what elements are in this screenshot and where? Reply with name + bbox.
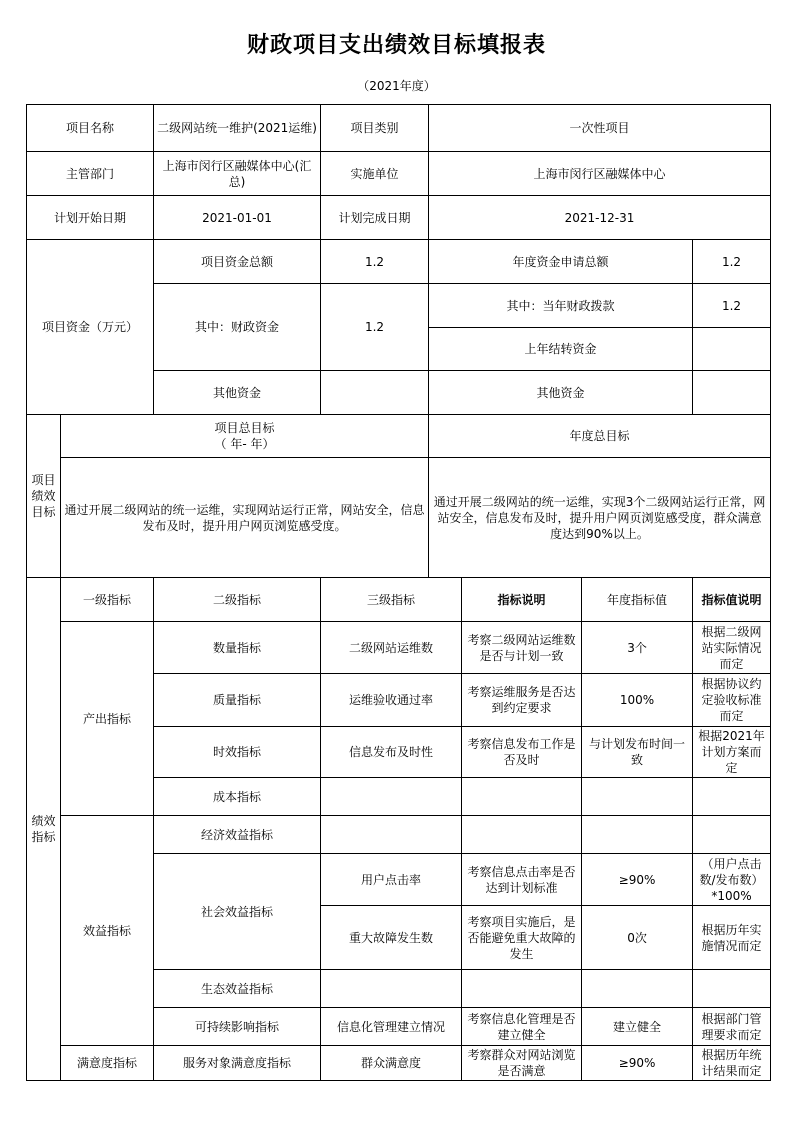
level3-cell (321, 778, 462, 816)
end-date-value: 2021-12-31 (429, 196, 771, 240)
department-label: 主管部门 (27, 152, 154, 196)
effect-indicator-label: 效益指标 (61, 816, 154, 1046)
schedule-row (27, 196, 771, 240)
implementing-unit-label: 实施单位 (321, 152, 429, 196)
annual-value-cell: ≥90% (582, 1046, 693, 1081)
funds-total-label: 项目资金总额 (154, 240, 321, 284)
other-funds-value (321, 371, 429, 415)
level2-cell: 质量指标 (154, 674, 321, 727)
table-row (27, 622, 771, 674)
annual-value-cell: 与计划发布时间一致 (582, 727, 693, 778)
value-note-cell (693, 970, 771, 1008)
start-date-value: 2021-01-01 (154, 196, 321, 240)
project-name-row (27, 105, 771, 152)
current-fiscal-label: 其中：当年财政拨款 (429, 284, 693, 328)
value-note-cell: 根据2021年计划方案而定 (693, 727, 771, 778)
level2-cell: 服务对象满意度指标 (154, 1046, 321, 1081)
description-cell: 考察运维服务是否达到约定要求 (462, 674, 582, 727)
funds-total-value: 1.2 (321, 240, 429, 284)
department-row (27, 152, 771, 196)
level3-cell (321, 816, 462, 854)
other-funds-label: 其他资金 (154, 371, 321, 415)
header-level1: 一级指标 (61, 578, 154, 622)
description-cell: 考察群众对网站浏览是否满意 (462, 1046, 582, 1081)
description-cell (462, 970, 582, 1008)
annual-value-cell: 建立健全 (582, 1008, 693, 1046)
overall-goal-header (61, 415, 429, 458)
start-date-label: 计划开始日期 (27, 196, 154, 240)
description-cell (462, 778, 582, 816)
value-note-cell: 根据二级网站实际情况而定 (693, 622, 771, 674)
overall-goal-text: 通过开展二级网站的统一运维，实现网站运行正常，网站安全，信息发布及时，提升用户网页浏览感受度。 (61, 458, 429, 578)
funds-total-row (27, 240, 771, 284)
value-note-cell: （用户点击数/发布数）*100% (693, 854, 771, 906)
goals-content-row (27, 458, 771, 578)
level2-cell: 时效指标 (154, 727, 321, 778)
overall-goal-period: （ 年- 年） (214, 437, 275, 451)
value-note-cell: 根据协议约定验收标准而定 (693, 674, 771, 727)
other-funds-value-right (693, 371, 771, 415)
level2-cell: 成本指标 (154, 778, 321, 816)
level3-cell: 用户点击率 (321, 854, 462, 906)
level2-cell: 经济效益指标 (154, 816, 321, 854)
value-note-cell: 根据部门管理要求而定 (693, 1008, 771, 1046)
annual-value-cell: 3个 (582, 622, 693, 674)
output-indicator-label: 产出指标 (61, 622, 154, 816)
indicator-header-row (27, 578, 771, 622)
annual-value-cell: 100% (582, 674, 693, 727)
end-date-label: 计划完成日期 (321, 196, 429, 240)
value-note-cell (693, 778, 771, 816)
value-note-cell: 根据历年实施情况而定 (693, 906, 771, 970)
table-row (27, 816, 771, 854)
implementing-unit-value: 上海市闵行区融媒体中心 (429, 152, 771, 196)
goals-section-label: 项目绩效目标 (27, 415, 61, 578)
value-note-cell: 根据历年统计结果而定 (693, 1046, 771, 1081)
project-category-label: 项目类别 (321, 105, 429, 152)
page-title: 财政项目支出绩效目标填报表 (246, 33, 546, 58)
other-funds-label-right: 其他资金 (429, 371, 693, 415)
header-level3: 三级指标 (321, 578, 462, 622)
indicators-section-label: 绩效指标 (27, 578, 61, 1081)
table-row (27, 1046, 771, 1081)
page-subtitle: （2021年度） (357, 79, 436, 93)
level3-cell: 群众满意度 (321, 1046, 462, 1081)
level3-cell: 信息发布及时性 (321, 727, 462, 778)
description-cell (462, 816, 582, 854)
annual-value-cell: ≥90% (582, 854, 693, 906)
project-name-value: 二级网站统一维护(2021运维) (154, 105, 321, 152)
annual-value-cell (582, 778, 693, 816)
annual-goal-label: 年度总目标 (429, 415, 771, 458)
current-fiscal-value: 1.2 (693, 284, 771, 328)
header-level2: 二级指标 (154, 578, 321, 622)
header-annual-value: 年度指标值 (582, 578, 693, 622)
level3-cell (321, 970, 462, 1008)
annual-value-cell (582, 970, 693, 1008)
level2-cell: 数量指标 (154, 622, 321, 674)
performance-goal-table (26, 104, 771, 1081)
value-note-cell (693, 816, 771, 854)
overall-goal-label: 项目总目标 (214, 421, 275, 435)
annual-value-cell: 0次 (582, 906, 693, 970)
annual-total-label: 年度资金申请总额 (429, 240, 693, 284)
annual-total-value: 1.2 (693, 240, 771, 284)
level2-cell: 可持续影响指标 (154, 1008, 321, 1046)
level2-cell: 社会效益指标 (154, 854, 321, 970)
project-category-value: 一次性项目 (429, 105, 771, 152)
fiscal-funds-value: 1.2 (321, 284, 429, 371)
project-name-label: 项目名称 (27, 105, 154, 152)
description-cell: 考察项目实施后，是否能避免重大故障的发生 (462, 906, 582, 970)
annual-value-cell (582, 816, 693, 854)
description-cell: 考察信息化管理是否建立健全 (462, 1008, 582, 1046)
annual-goal-text: 通过开展二级网站的统一运维，实现3个二级网站运行正常，网站安全，信息发布及时，提升用户网页浏览感受度，群众满意度达到90%以上。 (429, 458, 771, 578)
goals-header-row (27, 415, 771, 458)
level2-cell: 生态效益指标 (154, 970, 321, 1008)
description-cell: 考察二级网站运维数是否与计划一致 (462, 622, 582, 674)
funds-section-label: 项目资金（万元） (27, 240, 154, 415)
level3-cell: 信息化管理建立情况 (321, 1008, 462, 1046)
level3-cell: 运维验收通过率 (321, 674, 462, 727)
carryover-value (693, 328, 771, 371)
fiscal-funds-label: 其中：财政资金 (154, 284, 321, 371)
header-description: 指标说明 (462, 578, 582, 622)
department-value: 上海市闵行区融媒体中心(汇总) (154, 152, 321, 196)
carryover-label: 上年结转资金 (429, 328, 693, 371)
description-cell: 考察信息发布工作是否及时 (462, 727, 582, 778)
satisfaction-indicator-label: 满意度指标 (61, 1046, 154, 1081)
level3-cell: 二级网站运维数 (321, 622, 462, 674)
description-cell: 考察信息点击率是否达到计划标准 (462, 854, 582, 906)
level3-cell: 重大故障发生数 (321, 906, 462, 970)
header-value-note: 指标值说明 (693, 578, 771, 622)
